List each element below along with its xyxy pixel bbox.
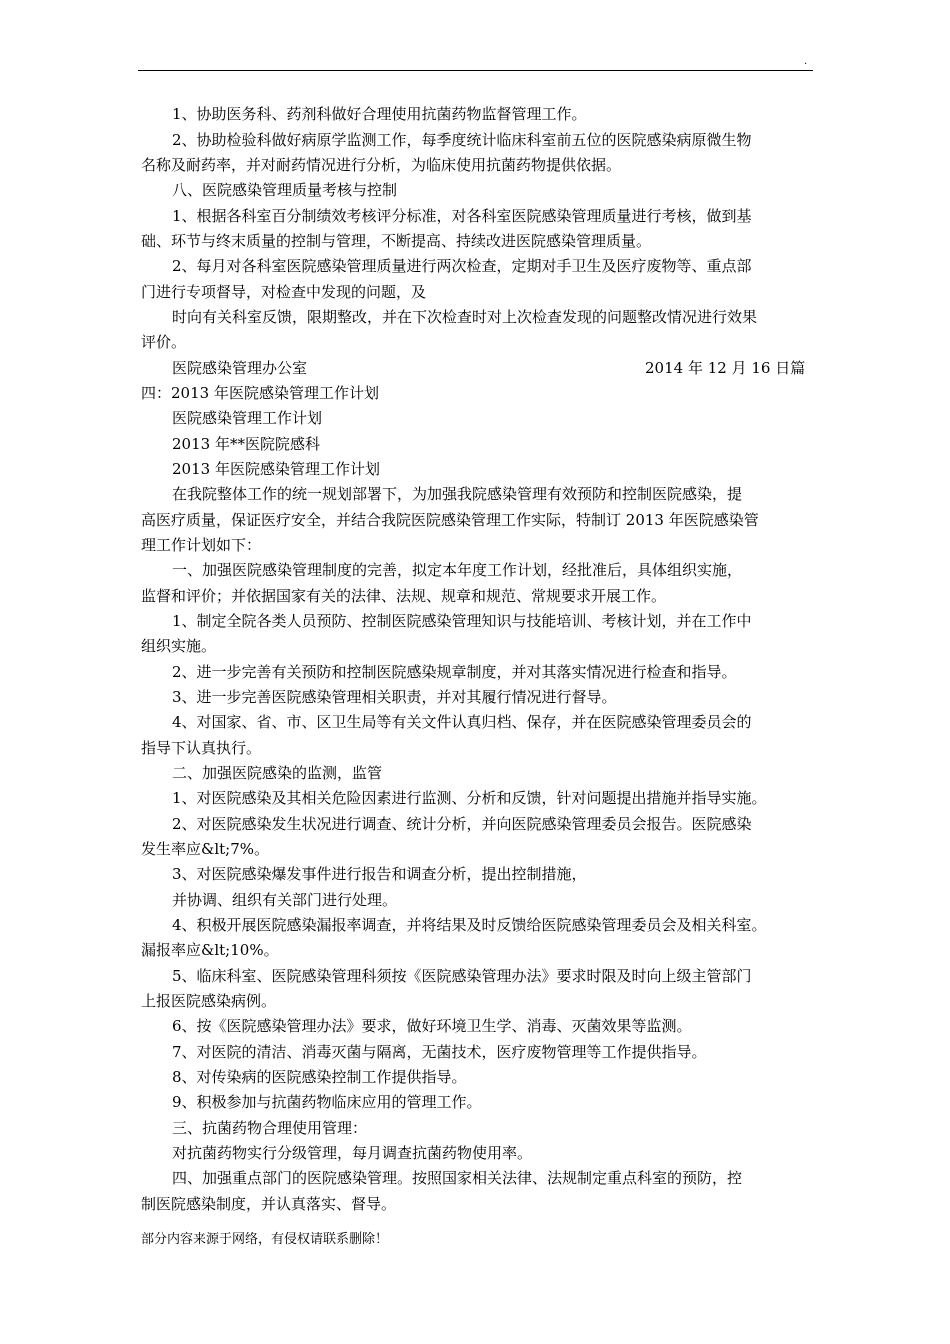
text-line: 4、对国家、省、市、区卫生局等有关文件认真归档、保存，并在医院感染管理委员会的 [172, 713, 752, 731]
section-heading: 三、抗菌药物合理使用管理： [172, 1119, 368, 1137]
text-line: 漏报率应&lt;10%。 [141, 941, 279, 959]
text-line: 时向有关科室反馈，限期整改，并在下次检查时对上次检查发现的问题整改情况进行效果 [172, 308, 758, 326]
plan-title: 医院感染管理工作计划 [172, 409, 323, 427]
text-line: 制医院感染制度，并认真落实、督导。 [141, 1195, 397, 1213]
text-line: 门进行专项督导，对检查中发现的问题，及 [141, 283, 427, 301]
text-line: 发生率应&lt;7%。 [141, 840, 270, 858]
text-line: 6、按《医院感染管理办法》要求，做好环境卫生学、消毒、灭菌效果等监测。 [172, 1017, 692, 1035]
section-heading: 四、加强重点部门的医院感染管理。按照国家相关法律、法规制定重点科室的预防，控 [172, 1169, 743, 1187]
text-line: 9、积极参加与抗菌药物临床应用的管理工作。 [172, 1093, 482, 1111]
text-line: 理工作计划如下： [141, 536, 262, 554]
footer-disclaimer: 部分内容来源于网络，有侵权请联系删除！ [141, 1232, 389, 1247]
section-heading: 二、加强医院感染的监测，监管 [172, 764, 383, 782]
text-line: 组织实施。 [141, 637, 217, 655]
text-line: 1、协助医务科、药剂科做好合理使用抗菌药物监督管理工作。 [172, 105, 587, 123]
text-line: 名称及耐药率，并对耐药情况进行分析，为临床使用抗菌药物提供依据。 [141, 156, 622, 174]
text-line: 评价。 [141, 333, 187, 351]
text-line: 上报医院感染病例。 [141, 992, 277, 1010]
text-line: 4、积极开展医院感染漏报率调查，并将结果及时反馈给医院感染管理委员会及相关科室。 [172, 916, 767, 934]
section-title: 四：2013 年医院感染管理工作计划 [141, 384, 379, 402]
text-line: 础、环节与终末质量的控制与管理，不断提高、持续改进医院感染管理质量。 [141, 232, 652, 250]
text-line: 7、对医院的清洁、消毒灭菌与隔离，无菌技术，医疗废物管理等工作提供指导。 [172, 1043, 707, 1061]
text-line: 3、对医院感染爆发事件进行报告和调查分析，提出控制措施， [172, 865, 587, 883]
text-line: 5、临床科室、医院感染管理科须按《医院感染管理办法》要求时限及时向上级主管部门 [172, 967, 752, 985]
text-line: 2、进一步完善有关预防和控制医院感染规章制度，并对其落实情况进行检查和指导。 [172, 663, 737, 681]
office-signature: 医院感染管理办公室 [172, 359, 308, 377]
section-heading: 八、医院感染管理质量考核与控制 [172, 181, 398, 199]
header-rule [138, 70, 813, 71]
text-line: 2、每月对各科室医院感染管理质量进行两次检查，定期对手卫生及医疗废物等、重点部 [172, 257, 752, 275]
text-line: 3、进一步完善医院感染管理相关职责，并对其履行情况进行督导。 [172, 688, 617, 706]
text-line: 高医疗质量，保证医疗安全，并结合我院医院感染管理工作实际，特制订 2013 年医院感染管 [141, 511, 759, 529]
text-line: 1、制定全院各类人员预防、控制医院感染管理知识与技能培训、考核计划，并在工作中 [172, 612, 752, 630]
text-line: 并协调、组织有关部门进行处理。 [172, 891, 398, 909]
signature-date: 2014 年 12 月 16 日篇 [645, 359, 806, 377]
text-line: 1、对医院感染及其相关危险因素进行监测、分析和反馈，针对问题提出措施并指导实施。 [172, 789, 767, 807]
header-dot: . [804, 56, 808, 67]
text-line: 2、对医院感染发生状况进行调查、统计分析，并向医院感染管理委员会报告。医院感染 [172, 815, 752, 833]
plan-subtitle: 2013 年医院感染管理工作计划 [172, 460, 380, 478]
text-line: 在我院整体工作的统一规划部署下，为加强我院感染管理有效预防和控制医院感染，提 [172, 485, 743, 503]
plan-department: 2013 年**医院院感科 [172, 435, 320, 453]
text-line: 对抗菌药物实行分级管理，每月调查抗菌药物使用率。 [172, 1144, 533, 1162]
text-line: 1、根据各科室百分制绩效考核评分标准，对各科室医院感染管理质量进行考核，做到基 [172, 207, 752, 225]
text-line: 2、协助检验科做好病原学监测工作，每季度统计临床科室前五位的医院感染病原微生物 [172, 131, 752, 149]
text-line: 8、对传染病的医院感染控制工作提供指导。 [172, 1068, 467, 1086]
section-heading: 一、加强医院感染管理制度的完善，拟定本年度工作计划，经批准后，具体组织实施， [172, 561, 743, 579]
text-line: 指导下认真执行。 [141, 739, 262, 757]
text-line: 监督和评价；并依据国家有关的法律、法规、规章和规范、常规要求开展工作。 [141, 587, 667, 605]
